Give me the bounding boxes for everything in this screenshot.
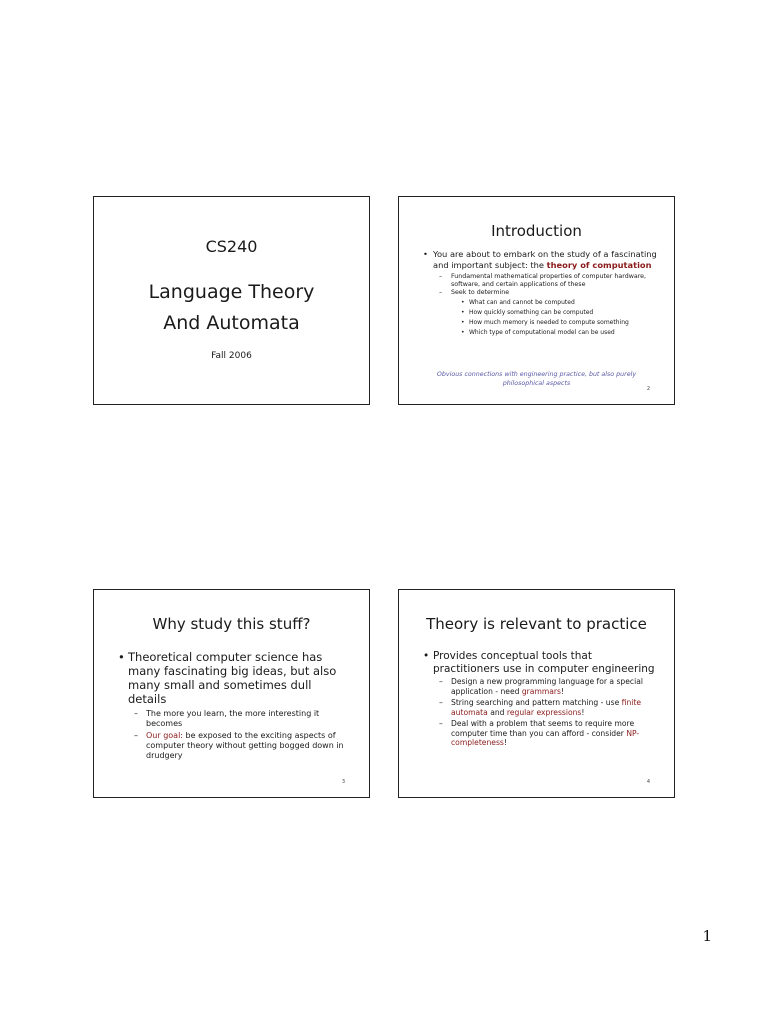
slide-body xyxy=(423,650,658,750)
sub-bullet-text: String searching and pattern matching - use xyxy=(451,698,622,707)
slide-body xyxy=(118,650,353,763)
slide-note: Obvious connections with engineering practice, but also purely philosophical aspects xyxy=(436,371,637,387)
sub-bullet-text: be exposed to the exciting aspects of computer theory without getting bogged down in drudgery xyxy=(146,731,344,760)
slide-body xyxy=(423,249,658,338)
slide-title: Theory is relevant to practice xyxy=(426,615,647,633)
list-item: • How quickly something can be computed xyxy=(461,308,658,318)
sub-bullet xyxy=(439,273,658,289)
sub-bullet xyxy=(439,289,658,338)
sub-bullet-end: ! xyxy=(581,707,585,717)
slide-1 xyxy=(93,196,370,405)
title-line-1: Language Theory xyxy=(148,281,315,303)
sub-bullet xyxy=(439,719,658,748)
highlight-text: grammars xyxy=(521,686,561,696)
slide-title: Introduction xyxy=(491,222,582,240)
title-line-2: And Automata xyxy=(163,312,300,334)
highlight-text: regular expressions xyxy=(506,707,582,717)
bullet xyxy=(118,650,353,761)
slide-4 xyxy=(398,589,675,798)
highlight-text: finite automata xyxy=(451,698,642,717)
list-item: • How much memory is needed to compute something xyxy=(461,318,658,328)
slide-3 xyxy=(93,589,370,798)
slide-title: Why study this stuff? xyxy=(152,615,311,633)
highlight-text: theory of computation xyxy=(546,260,652,270)
bullet xyxy=(423,650,658,748)
sub-bullet-end: ! xyxy=(560,686,565,696)
sub-bullet-text: Deal with a problem that seems to require more computer time than you can afford - consider xyxy=(451,719,635,738)
sub-bullet-text: The more you learn, the more interesting it becomes xyxy=(146,709,320,728)
slide-title xyxy=(94,277,369,339)
slide-number: 4 xyxy=(646,779,650,785)
bullet xyxy=(423,249,658,338)
bullet-text: Theoretical computer science has many fascinating big ideas, but also many small and sometimes dull details xyxy=(128,650,337,706)
sub-bullet-text: Seek to determine xyxy=(451,289,510,296)
sub-bullet xyxy=(134,731,353,761)
sub-bullet-end: ! xyxy=(503,738,507,747)
term: Fall 2006 xyxy=(211,351,252,361)
highlight-text: NP-completeness xyxy=(451,728,640,747)
sub-bullet xyxy=(439,698,658,717)
sub-bullet-text: Design a new programming language for a special application - need xyxy=(451,677,643,696)
sub-bullet xyxy=(134,709,353,729)
bullet-text: Provides conceptual tools that practitioners use in computer engineering xyxy=(433,650,655,675)
highlight-text: Our goal: xyxy=(146,731,183,740)
page-number: 1 xyxy=(702,927,712,945)
list-item: • Which type of computational model can be used xyxy=(461,328,658,338)
slide-number: 3 xyxy=(341,779,345,785)
slide-number: 2 xyxy=(646,386,650,392)
slide-2 xyxy=(398,196,675,405)
course-code: CS240 xyxy=(205,237,258,256)
bullet-text: You are about to embark on the study of a fascinating and important subject: the xyxy=(433,249,657,270)
sub-bullet-text: Fundamental mathematical properties of computer hardware, software, and certain applications of these xyxy=(451,273,647,288)
list-item: • What can and cannot be computed xyxy=(461,298,658,308)
sub-bullet xyxy=(439,677,658,696)
sub-bullet-text: and xyxy=(487,707,507,717)
